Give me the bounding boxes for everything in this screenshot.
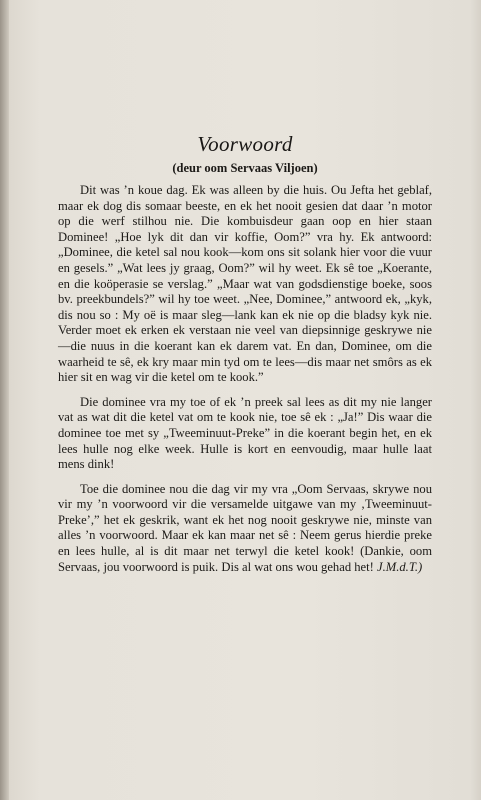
page-title: Voorwoord xyxy=(197,132,293,156)
paragraph-2: Die dominee vra my toe of ek ’n preek sal lees as dit my nie langer vat as wat dit die ketel vat om te kook nie, toe sê ek : „Ja!” Dis waar die dominee toe met sy „Tweeminuut-Preke” in die koerant begin het, en ek lees hulle nog elke week. Hulle is kort en eenvoudig, maar hulle laat mens dink! xyxy=(58,394,432,472)
book-spine-shadow xyxy=(0,0,9,800)
author-initials: J.M.d.T.) xyxy=(377,559,423,574)
page-text-block xyxy=(58,131,432,575)
paragraph-3 xyxy=(58,482,432,576)
page-subtitle: (deur oom Servaas Viljoen) xyxy=(172,161,318,175)
paragraph-3-text: Toe die dominee nou die dag vir my vra „Oom Servaas, skrywe nou vir my ’n voorwoord vir die versamelde uitgawe van my ‚Tweeminuut-Preke’,” het ek geskrik, want ek het nog nooit geskrywe nie, minste van alles ’n voorwoord. Maar ek kan maar net sê : Neem gerus hierdie preke en lees hulle, al is dit maar net terwyl die ketel kook! (Dankie, oom Servaas, jou voorwoord is puik. Dis al wat ons wou gehad het! xyxy=(58,481,432,574)
paragraph-1: Dit was ’n koue dag. Ek was alleen by die huis. Ou Jefta het geblaf, maar ek dog dis somaar beeste, en ek het nooit gesien dat daar ’n motor op die werf stilhou nie. Die kombuisdeur gaan oop en hier staan Dominee! „Hoe lyk dit dan vir koffie, Oom?” vra hy. Ek antwoord: „Dominee, die ketel sal nou kook—kom ons sit solank hier voor die vuur en gesels.” „Wat lees jy graag, Oom?” wil hy weet. Ek sê toe „Koerante, en die koöperasie se verslag.” „Maar wat van godsdienstige boeke, soos bv. preekbundels?” wil hy toe weet. „Nee, Dominee,” antwoord ek, „kyk, dis nou so : My oë is maar sleg—lank kan ek nie op die bladsy kyk nie. Verder moet ek erken ek verstaan nie veel van diepsinnige geskrywe nie—die nuus in die koerant kan ek darem vat. En dan, Dominee, om die waarheid te sê, ek kry maar min tyd om te lees—dis maar net smôrs as ek hier sit en wag vir die ketel om te kook.” xyxy=(58,183,432,385)
